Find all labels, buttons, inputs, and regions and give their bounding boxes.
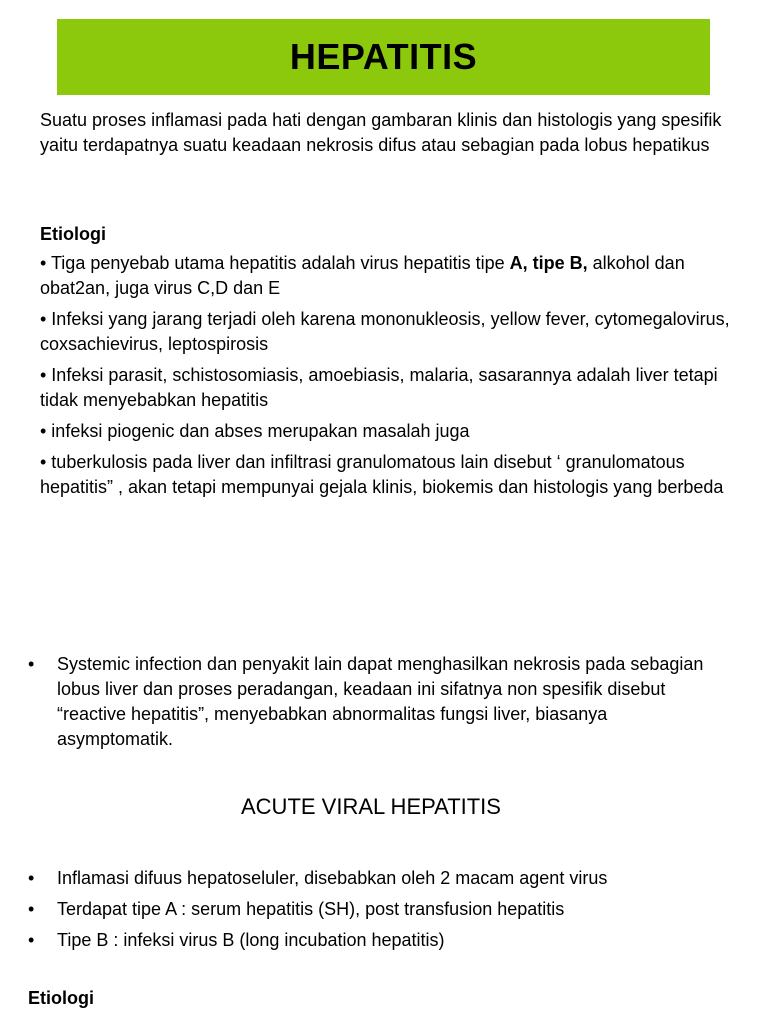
list-item-text: Inflamasi difuus hepatoseluler, disebabkan oleh 2 macam agent virus: [57, 868, 608, 888]
systemic-text: Systemic infection dan penyakit lain dapat menghasilkan nekrosis pada sebagian lobus liver dan proses peradangan, keadaan ini sifatnya non spesifik disebut “reactive hepatitis”, menyebabkan abnormalitas fungsi liver, biasanya asymptomatik.: [57, 654, 704, 749]
bullet-marker: •: [28, 654, 35, 674]
title-banner: [57, 19, 710, 95]
page-title: HEPATITIS: [289, 36, 478, 77]
etiologi-section: [40, 222, 735, 506]
etiologi-heading: Etiologi: [40, 224, 106, 244]
bullet-marker: •: [28, 899, 35, 919]
acute-viral-list: [28, 866, 738, 959]
list-item-text: Terdapat tipe A : serum hepatitis (SH), post transfusion hepatitis: [57, 899, 565, 919]
list-item: [28, 928, 738, 953]
etiologi-point-5: • tuberkulosis pada liver dan infiltrasi granulomatous lain disebut ‘ granulomatous hepatitis” , akan tetapi mempunyai gejala klinis, biokemis dan histologis yang berbeda: [40, 452, 724, 497]
list-item: [28, 866, 738, 891]
list-item: [28, 652, 718, 752]
bullet-marker: •: [28, 868, 35, 888]
list-item-text: Tipe B : infeksi virus B (long incubation hepatitis): [57, 930, 445, 950]
list-item: [28, 897, 738, 922]
etiologi-point-3: • Infeksi parasit, schistosomiasis, amoebiasis, malaria, sasarannya adalah liver tetapi tidak menyebabkan hepatitis: [40, 365, 718, 410]
acute-viral-heading: ACUTE VIRAL HEPATITIS: [241, 794, 501, 819]
intro-paragraph: Suatu proses inflamasi pada hati dengan gambaran klinis dan histologis yang spesifik yaitu terdapatnya suatu keadaan nekrosis difus atau sebagian pada lobus hepatikus: [40, 110, 722, 155]
etiologi-heading-2: Etiologi: [28, 988, 94, 1008]
etiologi-point-2: • Infeksi yang jarang terjadi oleh karena mononukleosis, yellow fever, cytomegalovirus, coxsachievirus, leptospirosis: [40, 309, 730, 354]
systemic-list: [28, 652, 718, 752]
etiologi-point-4: • infeksi piogenic dan abses merupakan masalah juga: [40, 421, 470, 441]
bullet-marker: •: [28, 930, 35, 950]
etiologi-point-1: • Tiga penyebab utama hepatitis adalah virus hepatitis tipe A, tipe B, alkohol dan obat2an, juga virus C,D dan E: [40, 253, 685, 298]
